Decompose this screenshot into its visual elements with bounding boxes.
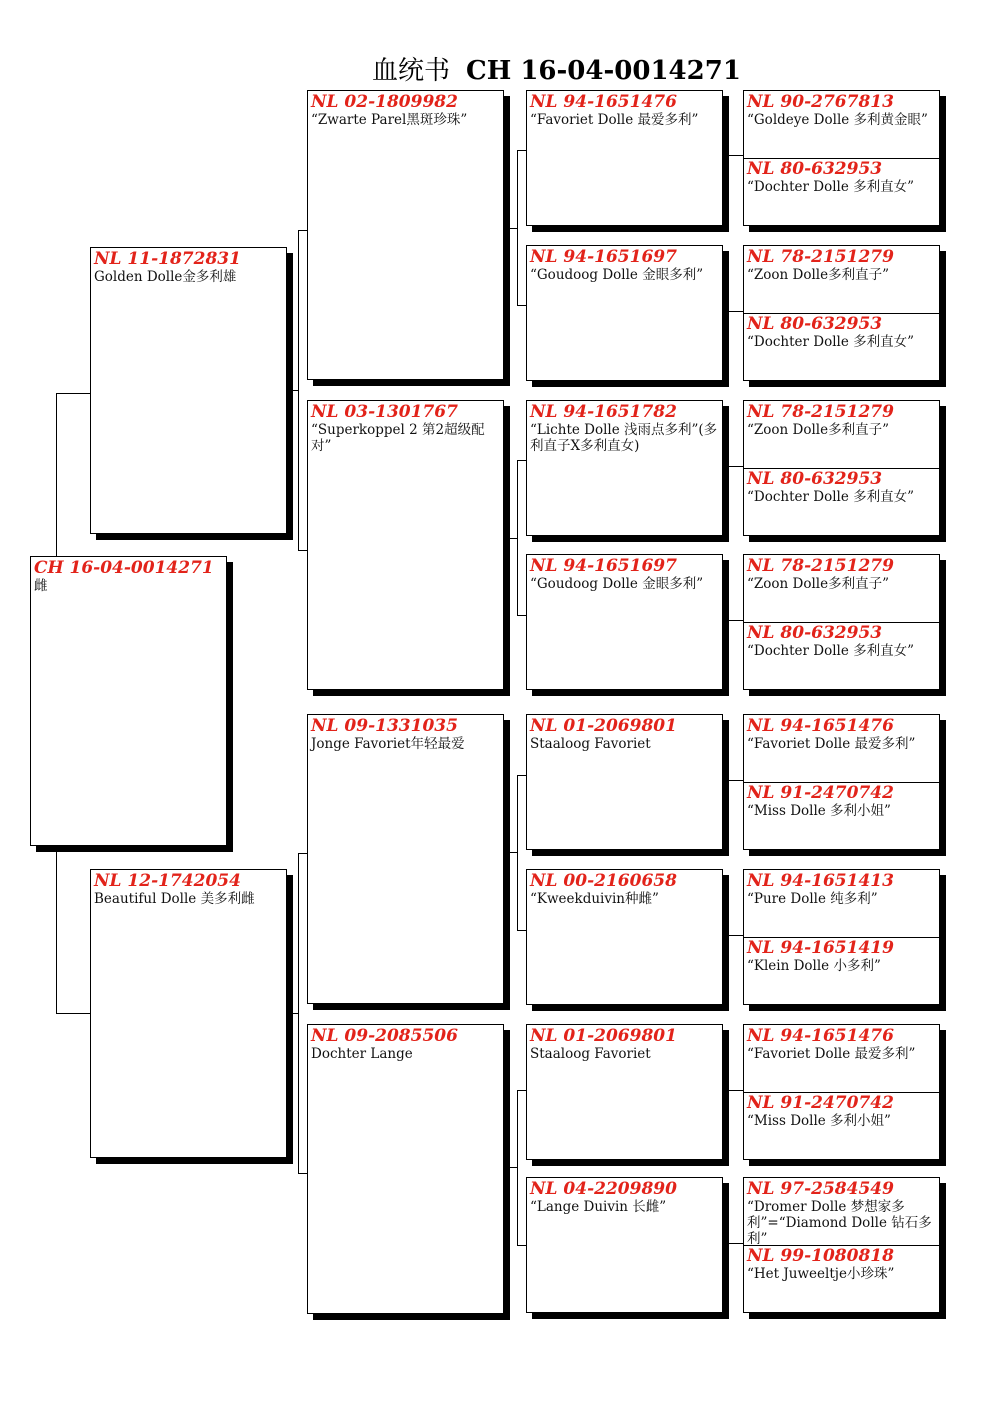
great-grandparent-name: “Kweekduivin种雌”: [530, 891, 659, 907]
gen4-ring: NL 91-2470742: [747, 783, 894, 803]
title-ring: CH 16-04-0014271: [466, 56, 741, 86]
great-grandparent-card: [526, 1177, 723, 1313]
grandparent-ring: NL 09-2085506: [311, 1026, 458, 1046]
gen4-ring: NL 78-2151279: [747, 556, 894, 576]
gen4-name: “Pure Dolle 纯多利”: [747, 891, 878, 907]
subject-card: [30, 556, 227, 846]
connector-subject-sire: [56, 393, 90, 394]
gen4-pair-card: [743, 554, 940, 690]
great-grandparent-card: [526, 869, 723, 1005]
title-chinese: 血统书: [372, 56, 451, 86]
connector-dam-mid: [288, 1013, 298, 1014]
great-grandparent-card: [526, 554, 723, 690]
gen4-top: [744, 870, 939, 908]
great-grandparent-name: “Favoriet Dolle 最爱多利”: [530, 112, 699, 128]
connector-ggp5: [724, 780, 743, 781]
connector-ggp4: [724, 620, 743, 621]
gen4-pair-card: [743, 245, 940, 381]
grandparent-card: [307, 400, 504, 690]
grandparent-ring: NL 09-1331035: [311, 716, 458, 736]
gen4-name: “Klein Dolle 小多利”: [747, 958, 881, 974]
connector-ggp3: [724, 466, 743, 467]
gen4-ring: NL 94-1651476: [747, 716, 894, 736]
gen4-ring: NL 94-1651413: [747, 871, 894, 891]
gen4-pair-card: [743, 714, 940, 850]
great-grandparent-name: Staaloog Favoriet: [530, 1046, 651, 1062]
great-grandparent-ring: NL 94-1651476: [530, 92, 677, 112]
great-grandparent-name: “Goudoog Dolle 金眼多利”: [530, 576, 704, 592]
gen4-top: [744, 555, 939, 593]
gen4-top: [744, 246, 939, 284]
gen4-name: “Dochter Dolle 多利直女”: [747, 489, 915, 505]
sire-card: [90, 247, 287, 534]
sire-name: Golden Dolle金多利雄: [94, 269, 237, 285]
gen4-bottom: [744, 1245, 939, 1283]
great-grandparent-ring: NL 01-2069801: [530, 1026, 677, 1046]
great-grandparent-ring: NL 94-1651697: [530, 247, 677, 267]
gen4-ring: NL 99-1080818: [747, 1246, 894, 1266]
grandparent-name: Jonge Favoriet年轻最爱: [311, 736, 465, 752]
connector-gp1: [517, 150, 518, 305]
gen4-pair-card: [743, 1177, 940, 1313]
gen4-pair-card: [743, 1024, 940, 1160]
gen4-bottom: [744, 622, 939, 660]
gen4-pair-card: [743, 869, 940, 1005]
grandparent-name: “Zwarte Parel黑斑珍珠”: [311, 112, 468, 128]
gen4-ring: NL 94-1651419: [747, 938, 894, 958]
gen4-name: “Favoriet Dolle 最爱多利”: [747, 1046, 916, 1062]
connector-ggp6: [724, 935, 743, 936]
great-grandparent-ring: NL 04-2209890: [530, 1179, 677, 1199]
gen4-pair-card: [743, 400, 940, 536]
gen4-ring: NL 97-2584549: [747, 1179, 894, 1199]
connector-gp3-bottom: [517, 930, 526, 931]
gen4-bottom: [744, 782, 939, 820]
grandparent-card: [307, 714, 504, 1004]
connector-gp2-mid: [506, 538, 517, 539]
gen4-ring: NL 78-2151279: [747, 247, 894, 267]
connector-gp1-top: [517, 150, 526, 151]
connector-gp2-top: [517, 460, 526, 461]
connector-gp4-mid: [506, 1167, 517, 1168]
gen4-ring: NL 80-632953: [747, 314, 883, 334]
connector-gp4: [517, 1090, 518, 1245]
connector-gp2-bottom: [517, 615, 526, 616]
connector-ggp2: [724, 311, 743, 312]
great-grandparent-card: [526, 1024, 723, 1160]
gen4-name: “Het Juweeltje小珍珠”: [747, 1266, 895, 1282]
great-grandparent-ring: NL 00-2160658: [530, 871, 677, 891]
great-grandparent-name: Staaloog Favoriet: [530, 736, 651, 752]
gen4-name: “Goldeye Dolle 多利黄金眼”: [747, 112, 928, 128]
connector-sire-mid: [288, 390, 298, 391]
great-grandparent-name: “Lange Duivin 长雌”: [530, 1199, 667, 1215]
great-grandparent-card: [526, 714, 723, 850]
connector-gp1-mid: [506, 228, 517, 229]
gen4-name: “Zoon Dolle多利直子”: [747, 576, 890, 592]
connector-gp3-mid: [506, 852, 517, 853]
grandparent-name: “Superkoppel 2 第2超级配对”: [311, 422, 485, 454]
gen4-name: “Miss Dolle 多利小姐”: [747, 1113, 891, 1129]
connector-subject-dam: [56, 1013, 90, 1014]
gen4-ring: NL 80-632953: [747, 623, 883, 643]
dam-name: Beautiful Dolle 美多利雌: [94, 891, 255, 907]
connector-gp2: [517, 460, 518, 615]
connector-dam: [298, 853, 299, 1173]
connector-gp1-bottom: [517, 305, 526, 306]
connector-ggp7: [724, 1090, 743, 1091]
gen4-name: “Dromer Dolle 梦想家多利”=“Diamond Dolle 钻石多利”: [747, 1199, 932, 1247]
great-grandparent-name: “Lichte Dolle 浅雨点多利”(多利直子X多利直女): [530, 422, 718, 454]
dam-card: [90, 869, 287, 1158]
grandparent-ring: NL 02-1809982: [311, 92, 458, 112]
great-grandparent-ring: NL 94-1651782: [530, 402, 677, 422]
grandparent-ring: NL 03-1301767: [311, 402, 458, 422]
great-grandparent-ring: NL 94-1651697: [530, 556, 677, 576]
gen4-ring: NL 91-2470742: [747, 1093, 894, 1113]
gen4-ring: NL 90-2767813: [747, 92, 894, 112]
gen4-ring: NL 94-1651476: [747, 1026, 894, 1046]
connector-gp3: [517, 775, 518, 930]
gen4-name: “Favoriet Dolle 最爱多利”: [747, 736, 916, 752]
connector-gp4-bottom: [517, 1245, 526, 1246]
subject-ring: CH 16-04-0014271: [34, 558, 214, 578]
gen4-top: [744, 715, 939, 753]
gen4-bottom: [744, 313, 939, 351]
gen4-ring: NL 78-2151279: [747, 402, 894, 422]
gen4-bottom: [744, 937, 939, 975]
connector-ggp8: [724, 1243, 743, 1244]
gen4-top: [744, 91, 939, 129]
gen4-name: “Zoon Dolle多利直子”: [747, 267, 890, 283]
subject-name: 雌: [34, 578, 48, 594]
gen4-ring: NL 80-632953: [747, 159, 883, 179]
connector-gp4-top: [517, 1090, 526, 1091]
gen4-bottom: [744, 158, 939, 196]
gen4-bottom: [744, 468, 939, 506]
gen4-name: “Dochter Dolle 多利直女”: [747, 643, 915, 659]
gen4-ring: NL 80-632953: [747, 469, 883, 489]
great-grandparent-name: “Goudoog Dolle 金眼多利”: [530, 267, 704, 283]
gen4-name: “Miss Dolle 多利小姐”: [747, 803, 891, 819]
great-grandparent-card: [526, 90, 723, 226]
gen4-name: “Dochter Dolle 多利直女”: [747, 179, 915, 195]
gen4-pair-card: [743, 90, 940, 226]
connector-gp3-top: [517, 775, 526, 776]
gen4-top: [744, 401, 939, 439]
dam-ring: NL 12-1742054: [94, 871, 241, 891]
grandparent-card: [307, 90, 504, 380]
connector-sire: [298, 230, 299, 550]
gen4-top: [744, 1025, 939, 1063]
connector-ggp1: [724, 155, 743, 156]
great-grandparent-ring: NL 01-2069801: [530, 716, 677, 736]
gen4-bottom: [744, 1092, 939, 1130]
grandparent-name: Dochter Lange: [311, 1046, 413, 1062]
grandparent-card: [307, 1024, 504, 1314]
great-grandparent-card: [526, 245, 723, 381]
gen4-top: [744, 1178, 939, 1248]
gen4-name: “Zoon Dolle多利直子”: [747, 422, 890, 438]
sire-ring: NL 11-1872831: [94, 249, 241, 269]
pedigree-title: [372, 50, 741, 87]
gen4-name: “Dochter Dolle 多利直女”: [747, 334, 915, 350]
great-grandparent-card: [526, 400, 723, 536]
